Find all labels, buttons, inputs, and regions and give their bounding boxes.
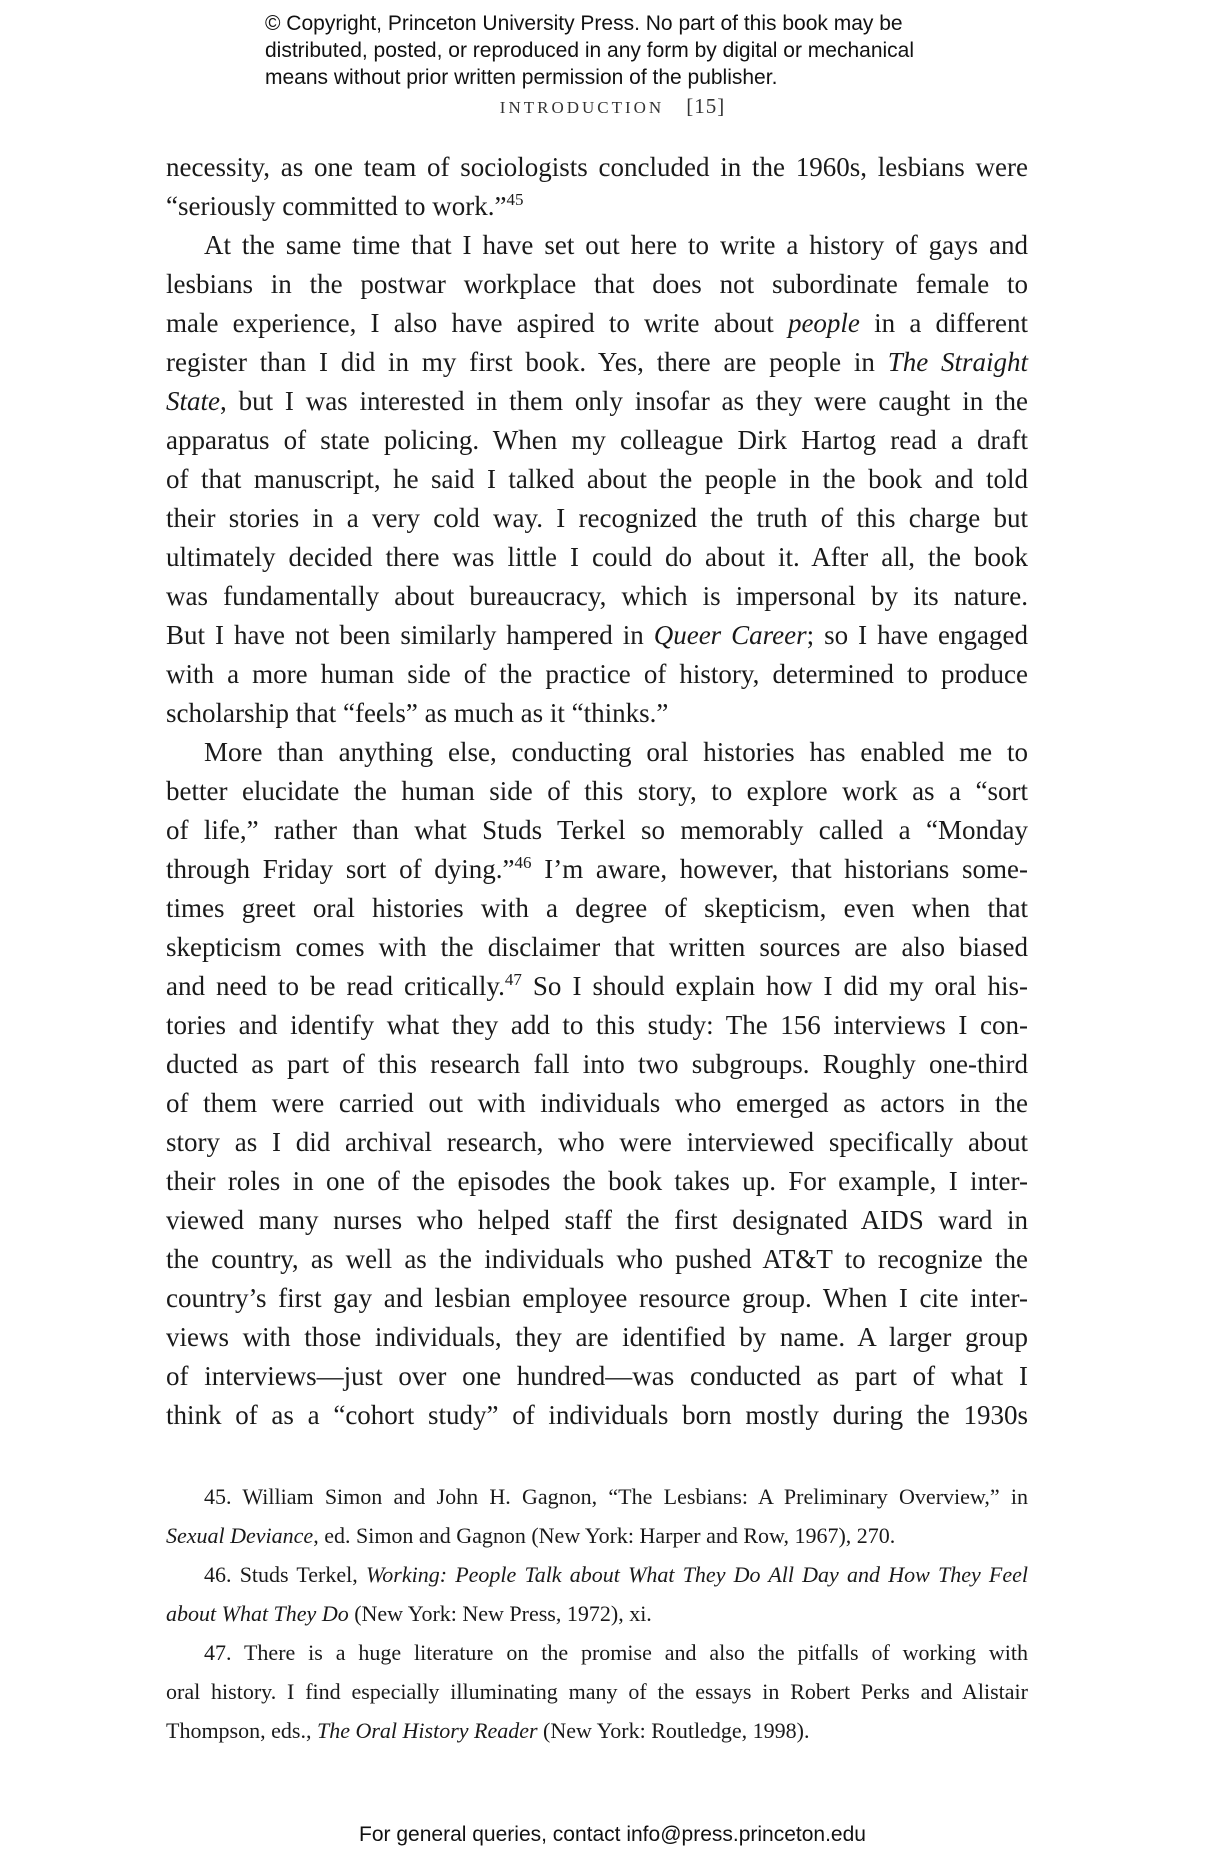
text-line: [166, 811, 1028, 850]
text-span: of them were carried out with individuals who emerged as actors in the: [166, 1088, 1028, 1118]
book-title: State: [166, 386, 220, 416]
footer-contact: For general queries, contact info@press.princeton.edu: [359, 1823, 866, 1846]
footnote-47: [166, 1638, 1028, 1677]
footnotes: [166, 1482, 1028, 1755]
text-span: with a more human side of the practice of history, determined to produce: [166, 659, 1028, 689]
text-line: [166, 460, 1028, 499]
text-line: [166, 889, 1028, 928]
text-span: I’m aware, however, that historians some-: [531, 854, 1028, 884]
text-line: [166, 226, 1028, 265]
text-line: [166, 1045, 1028, 1084]
text-span: viewed many nurses who helped staff the first designated AIDS ward in: [166, 1205, 1028, 1235]
text-line: [166, 421, 1028, 460]
text-span: the country, as well as the individuals who pushed AT&T to recognize the: [166, 1244, 1028, 1274]
footnote-45-cont: [166, 1521, 1028, 1560]
text-span: oral history. I find especially illuminating many of the essays in Robert Perks and Alistair: [166, 1679, 1028, 1704]
text-span: “seriously committed to work.”: [166, 191, 507, 221]
text-span: , ed. Simon and Gagnon (New York: Harper and Row, 1967), 270.: [313, 1523, 896, 1548]
text-line: [166, 850, 1028, 889]
text-line: [166, 187, 1028, 226]
footnote-47-cont: [166, 1716, 1028, 1755]
running-head-title: INTRODUCTION: [499, 98, 665, 117]
page-number: [15]: [686, 94, 726, 118]
text-line: [166, 694, 1028, 733]
footnote-ref-45[interactable]: 45: [506, 190, 524, 209]
text-span: their roles in one of the episodes the book takes up. For example, I inter-: [166, 1166, 1028, 1196]
text-span: More than anything else, conducting oral histories has enabled me to: [204, 737, 1028, 767]
running-head: [0, 94, 1225, 119]
text-span: and need to be read critically.: [166, 971, 505, 1001]
text-line: [166, 265, 1028, 304]
text-line: [166, 1162, 1028, 1201]
text-line: [166, 1318, 1028, 1357]
text-line: [166, 928, 1028, 967]
footnote-46-cont: [166, 1599, 1028, 1638]
text-line: [166, 967, 1028, 1006]
text-line: [166, 655, 1028, 694]
copyright-line: distributed, posted, or reproduced in any form by digital or mechanical: [265, 39, 915, 62]
text-span: , but I was interested in them only insofar as they were caught in the: [220, 386, 1028, 416]
text-line: [166, 577, 1028, 616]
text-span: scholarship that “feels” as much as it “thinks.”: [166, 698, 669, 728]
text-span: ducted as part of this research fall into two subgroups. Roughly one-third: [166, 1049, 1028, 1079]
copyright-line: © Copyright, Princeton University Press. No part of this book may be: [265, 12, 903, 35]
text-span: of that manuscript, he said I talked about the people in the book and told: [166, 464, 1028, 494]
text-line: [166, 616, 1028, 655]
text-line: [166, 1357, 1028, 1396]
text-span: in a different: [859, 308, 1029, 338]
book-title: The Oral History Reader: [316, 1718, 538, 1743]
footnote-ref-46[interactable]: 46: [514, 853, 532, 872]
text-line: [166, 1240, 1028, 1279]
text-span: think of as a “cohort study” of individuals born mostly during the 1930s: [166, 1400, 1028, 1430]
text-line: [166, 1396, 1028, 1435]
text-line: [166, 1279, 1028, 1318]
footnote-47-cont: [166, 1677, 1028, 1716]
text-span: (New York: Routledge, 1998).: [537, 1718, 810, 1743]
text-span: At the same time that I have set out here to write a history of gays and: [204, 230, 1028, 260]
text-span: 45. William Simon and John H. Gagnon, “The Lesbians: A Preliminary Overview,” in: [204, 1484, 1028, 1509]
text-span: better elucidate the human side of this story, to explore work as a “sort: [166, 776, 1028, 806]
text-span: Thompson, eds.,: [166, 1718, 317, 1743]
text-span: story as I did archival research, who were interviewed specifically about: [166, 1127, 1028, 1157]
footnote-45: [166, 1482, 1028, 1521]
book-title: about What They Do: [166, 1601, 349, 1626]
text-line: [166, 1006, 1028, 1045]
text-line: [166, 538, 1028, 577]
text-span: skepticism comes with the disclaimer that written sources are also biased: [166, 932, 1028, 962]
text-line: [166, 304, 1028, 343]
text-line: [166, 733, 1028, 772]
text-span: was fundamentally about bureaucracy, which is impersonal by its nature.: [166, 581, 1028, 611]
text-span: 46. Studs Terkel,: [204, 1562, 366, 1587]
book-title: Queer Career: [653, 620, 807, 650]
text-span: of life,” rather than what Studs Terkel so memorably called a “Monday: [166, 815, 1028, 845]
text-span: views with those individuals, they are identified by name. A larger group: [166, 1322, 1028, 1352]
text-span: necessity, as one team of sociologists concluded in the 1960s, lesbians were: [166, 152, 1028, 182]
text-span: times greet oral histories with a degree of skepticism, even when that: [166, 893, 1028, 923]
text-span: tories and identify what they add to this study: The 156 interviews I con-: [166, 1010, 1028, 1040]
text-line: [166, 1084, 1028, 1123]
text-line: [166, 772, 1028, 811]
text-span: So I should explain how I did my oral his-: [521, 971, 1028, 1001]
text-span: But I have not been similarly hampered in: [166, 620, 654, 650]
text-span: through Friday sort of dying.”: [166, 854, 515, 884]
text-span: lesbians in the postwar workplace that does not subordinate female to: [166, 269, 1028, 299]
text-span: apparatus of state policing. When my colleague Dirk Hartog read a draft: [166, 425, 1028, 455]
text-line: [166, 148, 1028, 187]
text-span: register than I did in my first book. Yes, there are people in: [166, 347, 888, 377]
text-span: ultimately decided there was little I could do about it. After all, the book: [166, 542, 1028, 572]
text-span: of interviews—just over one hundred—was conducted as part of what I: [166, 1361, 1028, 1391]
text-line: [166, 382, 1028, 421]
text-span: ; so I have engaged: [806, 620, 1029, 650]
book-title: Working: People Talk about What They Do All Day and How They Feel: [365, 1562, 1028, 1587]
copyright-line: means without prior written permission of the publisher.: [265, 66, 778, 89]
text-line: [166, 1123, 1028, 1162]
book-title: Sexual Deviance: [166, 1523, 314, 1548]
body-text: [166, 148, 1028, 1435]
italic-text: people: [787, 308, 860, 338]
text-span: their stories in a very cold way. I recognized the truth of this charge but: [166, 503, 1028, 533]
book-title: The Straight: [887, 347, 1029, 377]
text-span: 47. There is a huge literature on the promise and also the pitfalls of working with: [204, 1640, 1028, 1665]
text-line: [166, 343, 1028, 382]
text-line: [166, 1201, 1028, 1240]
text-span: male experience, I also have aspired to write about: [166, 308, 788, 338]
text-span: (New York: New Press, 1972), xi.: [348, 1601, 652, 1626]
text-line: [166, 499, 1028, 538]
text-span: country’s first gay and lesbian employee resource group. When I cite inter-: [166, 1283, 1028, 1313]
copyright-notice: [265, 10, 1025, 91]
footnote-46: [166, 1560, 1028, 1599]
footnote-ref-47[interactable]: 47: [504, 970, 522, 989]
